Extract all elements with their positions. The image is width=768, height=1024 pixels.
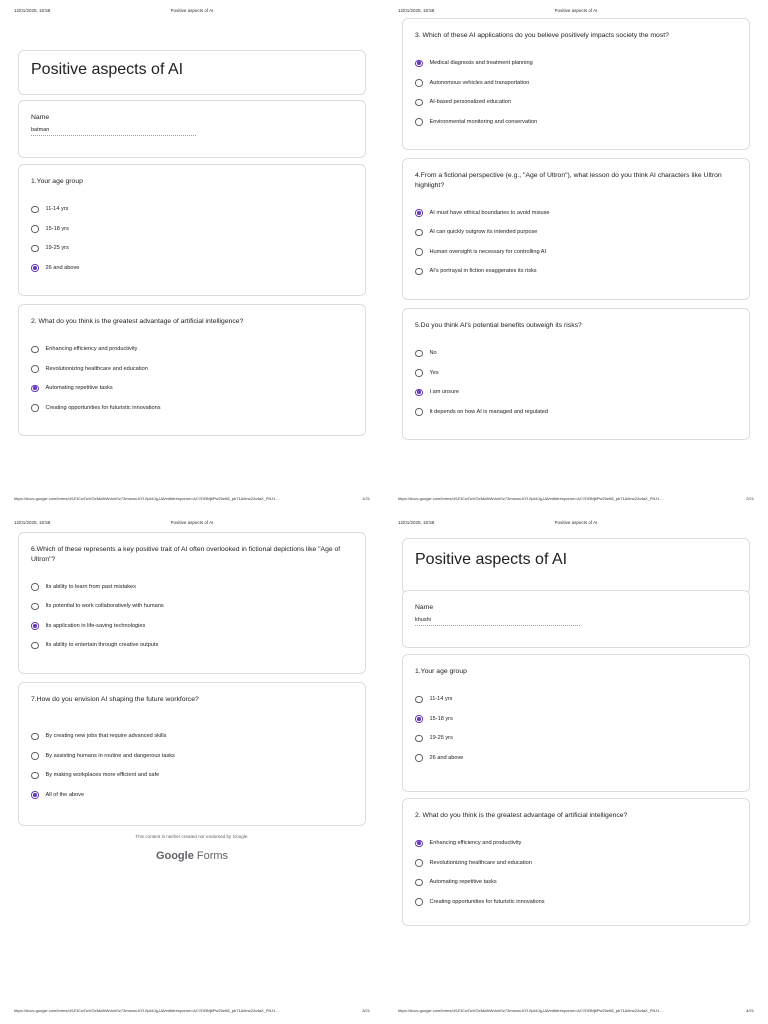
question-card: [18, 164, 366, 296]
radio-button[interactable]: [415, 268, 423, 276]
print-date: 12/01/2025, 18:58: [14, 520, 51, 525]
options-list: [415, 54, 737, 132]
form-title: Positive aspects of AI: [31, 61, 184, 78]
question-text: 7.How do you envision AI shaping the future workforce?: [31, 696, 199, 703]
page-2: [384, 0, 768, 512]
name-card: [18, 100, 366, 158]
page-number: 1/21: [362, 496, 370, 501]
option[interactable]: [415, 344, 737, 364]
radio-button[interactable]: [415, 735, 423, 743]
option-label: AI must have ethical boundaries to avoid misuse: [429, 209, 550, 216]
question-text: 1.Your age group: [415, 668, 467, 675]
option[interactable]: [31, 200, 353, 220]
page-number: 3/21: [362, 1008, 370, 1013]
question-text: 4.From a fictional perspective (e.g., "Age of Ultron"), what lesson do you think AI characters like Ultron highlight?: [415, 172, 722, 189]
option[interactable]: [415, 262, 737, 282]
radio-button[interactable]: [415, 350, 423, 358]
radio-button-selected[interactable]: [415, 715, 423, 723]
options-list: [31, 577, 353, 655]
radio-button[interactable]: [31, 772, 39, 780]
option[interactable]: [415, 93, 737, 113]
question-text: 5.Do you think AI's potential benefits outweigh its risks?: [415, 322, 582, 329]
print-date: 12/01/2025, 18:58: [14, 8, 51, 13]
option-label: It depends on how AI is managed and regulated: [429, 408, 548, 415]
print-title: Positive aspects of AI: [170, 8, 214, 13]
options-list: [415, 203, 737, 281]
print-title: Positive aspects of AI: [554, 8, 598, 13]
print-date: 12/01/2025, 18:58: [398, 8, 435, 13]
option[interactable]: [415, 729, 737, 749]
option-label: 11-14 yrs: [429, 696, 453, 703]
option[interactable]: [415, 873, 737, 893]
question-card: [402, 308, 750, 440]
forms-wordmark: Forms: [196, 850, 229, 862]
page-4: [384, 512, 768, 1024]
radio-button[interactable]: [415, 408, 423, 416]
radio-button[interactable]: [415, 754, 423, 762]
radio-button[interactable]: [415, 118, 423, 126]
print-footer: [14, 1008, 370, 1018]
name-label: Name: [415, 604, 434, 611]
radio-button[interactable]: [31, 225, 39, 233]
option-label: No: [429, 350, 437, 357]
disclaimer: This content is neither created nor endorsed by Google.: [135, 834, 249, 839]
question-card: [402, 798, 750, 926]
radio-button[interactable]: [415, 696, 423, 704]
google-forms-logo: [0, 850, 384, 862]
option[interactable]: [415, 834, 737, 854]
radio-button[interactable]: [31, 583, 39, 591]
radio-button-selected[interactable]: [31, 385, 39, 393]
option[interactable]: [415, 242, 737, 262]
question-card: [18, 682, 366, 826]
question-card: [18, 532, 366, 674]
question-text: 1.Your age group: [31, 178, 83, 185]
option[interactable]: [31, 340, 353, 360]
print-title: Positive aspects of AI: [170, 520, 214, 525]
options-list: [31, 727, 353, 805]
option[interactable]: [31, 785, 353, 805]
print-footer: [14, 496, 370, 506]
print-date: 12/01/2025, 18:58: [398, 520, 435, 525]
question-text: 6.Which of these represents a key positive trait of AI often overlooked in fictional depictions like "Age of Ultron"?: [31, 546, 341, 563]
option[interactable]: [415, 709, 737, 729]
page-1: [0, 0, 384, 512]
option-label: Automating repetitive tasks: [45, 385, 113, 392]
option-label: Revolutionizing healthcare and education: [45, 365, 148, 372]
option-label: 26 and above: [429, 754, 464, 761]
option[interactable]: [415, 73, 737, 93]
question-card: [402, 18, 750, 150]
print-url: https://docs.google.com/forms/d/1EtCwTwVGeMu8tWdcbGz73mnzunJtYLNdi4JgJJA/edit#response=ACYDBNj6Pw26e68_pb71AIlmo2AvfaX_R9J1...: [14, 1008, 279, 1013]
option[interactable]: [31, 577, 353, 597]
options-list: [415, 834, 737, 912]
radio-button[interactable]: [31, 365, 39, 373]
option[interactable]: [415, 402, 737, 422]
question-text: 2. What do you think is the greatest advantage of artificial intelligence?: [31, 318, 244, 325]
name-card: [402, 590, 750, 648]
radio-button[interactable]: [31, 752, 39, 760]
radio-button[interactable]: [415, 99, 423, 107]
options-list: [31, 200, 353, 278]
option-label: AI-based personalized education: [429, 99, 511, 106]
option[interactable]: [31, 239, 353, 259]
name-label: Name: [31, 114, 50, 121]
radio-button[interactable]: [31, 245, 39, 253]
option[interactable]: [31, 727, 353, 747]
option[interactable]: [415, 383, 737, 403]
radio-button[interactable]: [415, 369, 423, 377]
option[interactable]: [31, 258, 353, 278]
option-label: AI can quickly outgrow its intended purpose: [429, 229, 538, 236]
page-3: [0, 512, 384, 1024]
option[interactable]: [415, 853, 737, 873]
option-label: 15-18 yrs: [429, 715, 453, 722]
option-label: Its ability to learn from past mistakes: [45, 583, 136, 590]
question-card: [18, 304, 366, 436]
option-label: Its potential to work collaboratively with humans: [45, 603, 164, 610]
page-number: 4/21: [746, 1008, 754, 1013]
option[interactable]: [31, 597, 353, 617]
option[interactable]: [31, 219, 353, 239]
radio-button[interactable]: [31, 733, 39, 741]
google-wordmark: Google: [155, 850, 194, 862]
question-text: 3. Which of these AI applications do you believe positively impacts society the most?: [415, 32, 669, 39]
radio-button[interactable]: [415, 898, 423, 906]
option[interactable]: [415, 892, 737, 912]
option-label: Autonomous vehicles and transportation: [429, 79, 530, 86]
options-list: [415, 344, 737, 422]
option-label: Yes: [429, 369, 439, 376]
option[interactable]: [415, 203, 737, 223]
radio-button[interactable]: [415, 79, 423, 87]
print-footer: [398, 496, 754, 506]
option-label: Its ability to entertain through creative outputs: [45, 642, 159, 649]
option-label: By making workplaces more efficient and safe: [45, 772, 160, 779]
print-footer: [398, 1008, 754, 1018]
print-header: [398, 8, 754, 18]
option-label: Environmental monitoring and conservation: [429, 118, 538, 125]
option[interactable]: [415, 363, 737, 383]
question-card: [402, 158, 750, 300]
option-label: 19-25 yrs: [45, 245, 69, 252]
print-url: https://docs.google.com/forms/d/1EtCwTwVGeMu8tWdcbGz73mnzunJtYLNdi4JgJJA/edit#response=ACYDBNj6Pw26e68_pb71AIlmo2AvfaX_R9J1...: [14, 496, 279, 501]
option[interactable]: [415, 690, 737, 710]
radio-button-selected[interactable]: [31, 791, 39, 799]
option-label: By creating new jobs that require advanced skills: [45, 733, 167, 740]
option[interactable]: [31, 379, 353, 399]
radio-button[interactable]: [31, 642, 39, 650]
option-label: By assisting humans in routine and dangerous tasks: [45, 752, 175, 759]
option[interactable]: [415, 54, 737, 74]
radio-button[interactable]: [415, 859, 423, 867]
option[interactable]: [31, 636, 353, 656]
option-label: Enhancing efficiency and productivity: [429, 840, 522, 847]
print-title: Positive aspects of AI: [554, 520, 598, 525]
form-title-card: [402, 538, 750, 594]
radio-button[interactable]: [31, 206, 39, 214]
option[interactable]: [31, 616, 353, 636]
option[interactable]: [415, 223, 737, 243]
name-field[interactable]: khushi: [415, 617, 580, 626]
question-text: 2. What do you think is the greatest advantage of artificial intelligence?: [415, 812, 628, 819]
option[interactable]: [31, 766, 353, 786]
name-field[interactable]: batman: [31, 127, 196, 136]
page-number: 2/21: [746, 496, 754, 501]
option[interactable]: [415, 748, 737, 768]
option-label: I am unsure: [429, 389, 460, 396]
radio-button[interactable]: [31, 404, 39, 412]
option-label: Creating opportunities for futuristic innovations: [429, 898, 545, 905]
options-list: [415, 690, 737, 768]
option-label: 15-18 yrs: [45, 225, 69, 232]
option[interactable]: [415, 112, 737, 132]
option[interactable]: [31, 746, 353, 766]
option-label: 11-14 yrs: [45, 206, 69, 213]
print-url: https://docs.google.com/forms/d/1EtCwTwVGeMu8tWdcbGz73mnzunJtYLNdi4JgJJA/edit#response=ACYDBNj6Pw26e68_pb71AIlmo2AvfaX_R9J1...: [398, 496, 663, 501]
print-header: [14, 520, 370, 530]
option-label: Revolutionizing healthcare and education: [429, 859, 532, 866]
radio-button[interactable]: [31, 603, 39, 611]
option-label: Creating opportunities for futuristic innovations: [45, 404, 161, 411]
option-label: Enhancing efficiency and productivity: [45, 346, 138, 353]
option-label: Medical diagnosis and treatment planning: [429, 60, 533, 67]
option-label: Human oversight is necessary for controlling AI: [429, 248, 547, 255]
print-url: https://docs.google.com/forms/d/1EtCwTwVGeMu8tWdcbGz73mnzunJtYLNdi4JgJJA/edit#response=ACYDBNj6Pw26e68_pb71AIlmo2AvfaX_R9J1...: [398, 1008, 663, 1013]
question-card: [402, 654, 750, 792]
print-header: [398, 520, 754, 530]
radio-button-selected[interactable]: [415, 60, 423, 68]
option-label: 19-25 yrs: [429, 735, 453, 742]
radio-button-selected[interactable]: [415, 209, 423, 217]
form-title-card: [18, 50, 366, 95]
option-label: Its application in life-saving technologies: [45, 622, 146, 629]
option[interactable]: [31, 398, 353, 418]
radio-button-selected[interactable]: [415, 840, 423, 848]
radio-button-selected[interactable]: [31, 622, 39, 630]
option-label: AI's portrayal in fiction exaggerates its risks: [429, 268, 537, 275]
option-label: All of the above: [45, 791, 85, 798]
radio-button[interactable]: [415, 248, 423, 256]
radio-button[interactable]: [415, 229, 423, 237]
form-title: Positive aspects of AI: [415, 551, 568, 568]
radio-button-selected[interactable]: [31, 264, 39, 272]
option-label: 26 and above: [45, 264, 80, 271]
print-header: [14, 8, 370, 18]
options-list: [31, 340, 353, 418]
radio-button[interactable]: [415, 879, 423, 887]
option[interactable]: [31, 359, 353, 379]
radio-button-selected[interactable]: [415, 389, 423, 397]
option-label: Automating repetitive tasks: [429, 879, 497, 886]
radio-button[interactable]: [31, 346, 39, 354]
